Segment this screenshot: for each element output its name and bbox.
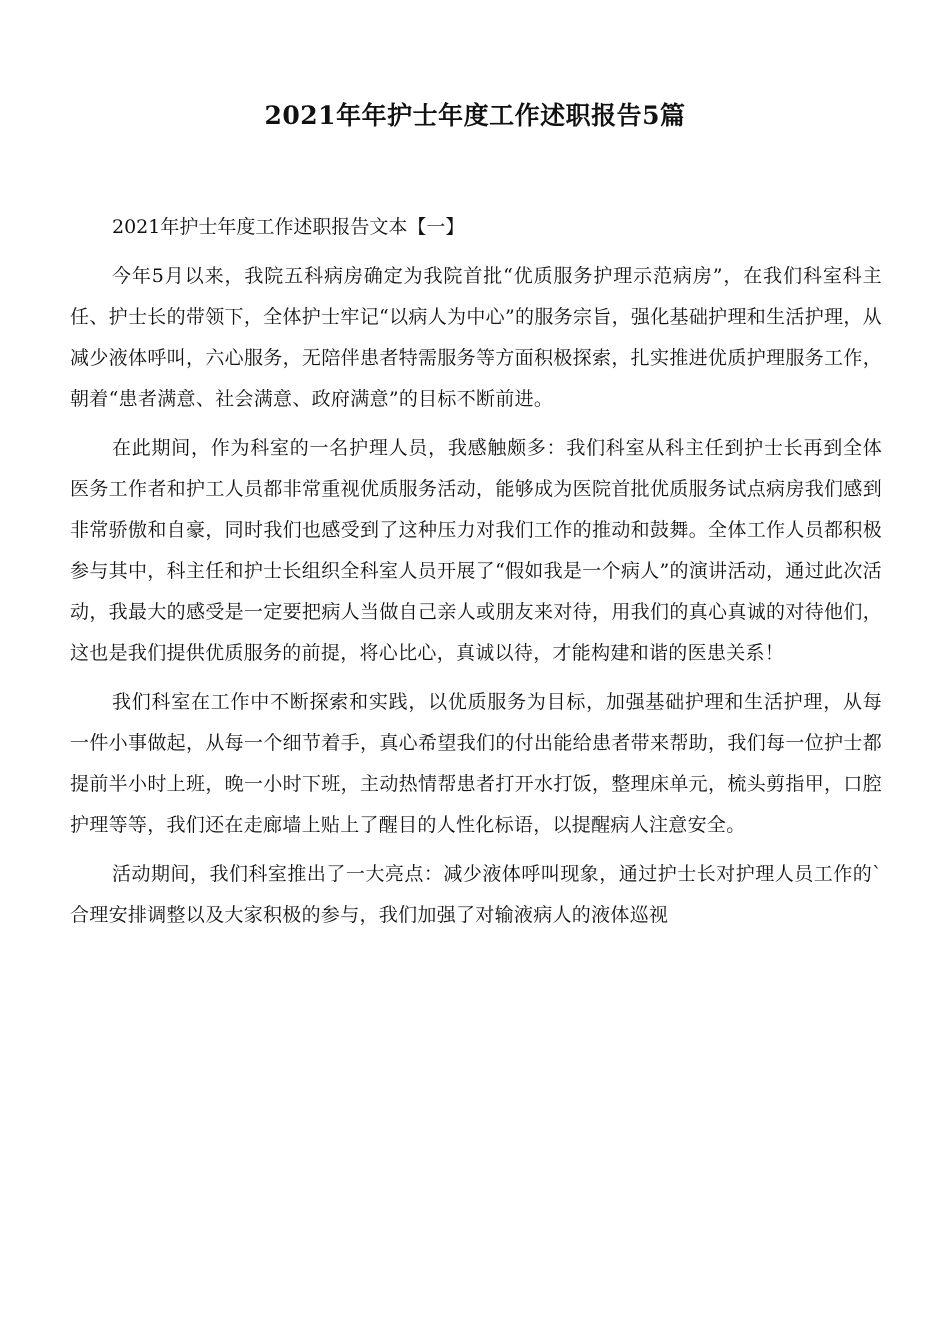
document-body — [70, 207, 882, 936]
section-heading: 2021年护士年度工作述职报告文本【一】 — [112, 216, 465, 238]
paragraph-4: 活动期间，我们科室推出了一大亮点：减少液体呼叫现象，通过护士长对护理人员工作的`合理安排调整以及大家积极的参与，我们加强了对输液病人的液体巡视 — [70, 863, 882, 926]
paragraph-1: 今年5月以来，我院五科病房确定为我院首批“优质服务护理示范病房”，在我们科室科主任、护士长的带领下，全体护士牢记“以病人为中心”的服务宗旨，强化基础护理和生活护理，从减少液体呼叫，六心服务，无陪伴患者特需服务等方面积极探索，扎实推进优质护理服务工作，朝着“患者满意、社会满意、政府满意”的目标不断前进。 — [70, 265, 882, 410]
document-title: 2021年年护士年度工作述职报告5篇 — [264, 101, 686, 130]
paragraph-3: 我们科室在工作中不断探索和实践，以优质服务为目标，加强基础护理和生活护理，从每一件小事做起，从每一个细节着手，真心希望我们的付出能给患者带来帮助，我们每一位护士都提前半小时上班，晚一小时下班，主动热情帮患者打开水打饭，整理床单元，梳头剪指甲，口腔护理等等，我们还在走廊墙上贴上了醒目的人性化标语，以提醒病人注意安全。 — [70, 691, 882, 836]
paragraph-2: 在此期间，作为科室的一名护理人员，我感触颇多：我们科室从科主任到护士长再到全体医务工作者和护工人员都非常重视优质服务活动，能够成为医院首批优质服务试点病房我们感到非常骄傲和自豪，同时我们也感受到了这种压力对我们工作的推动和鼓舞。全体工作人员都积极参与其中，科主任和护士长组织全科室人员开展了“假如我是一个病人”的演讲活动，通过此次活动，我最大的感受是一定要把病人当做自己亲人或朋友来对待，用我们的真心真诚的对待他们，这也是我们提供优质服务的前提，将心比心，真诚以待，才能构建和谐的医患关系！ — [70, 437, 882, 664]
